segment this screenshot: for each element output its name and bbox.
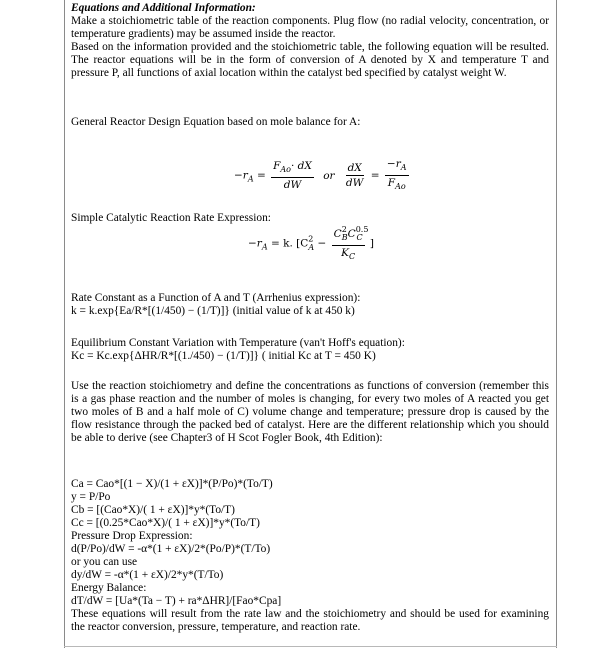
arrhenius-label: Rate Constant as a Function of A and T (Arrhenius expression): bbox=[71, 292, 361, 304]
design-equation-label: General Reactor Design Equation based on mole balance for A: bbox=[71, 116, 361, 128]
design-or: or bbox=[323, 169, 335, 182]
eq-y: y = P/Po bbox=[71, 491, 111, 503]
design-fraction-1: $\frac{F_{Ao}\cdot dX}{dW}$ bbox=[273, 160, 312, 191]
design-fraction-3: $\frac{-r_A}{F_{Ao}}$ bbox=[386, 158, 407, 191]
design-equals-2: = bbox=[370, 169, 380, 182]
design-lhs-sub: A bbox=[247, 174, 254, 184]
design-fraction-2: $\frac{dX}{dW}$ bbox=[345, 162, 364, 189]
rate-expression-label: Simple Catalytic Reaction Rate Expression: bbox=[71, 212, 271, 224]
eq-dy-dw: dy/dW = -α*(1 + εX)/2*y*(T/To) bbox=[71, 569, 224, 581]
paragraph-concentrations: Use the reaction stoichiometry and define the concentrations as functions of conversion (remember this is a gas phase reaction and the number of moles is changing, for every two moles of A reacted you get two moles of B and a half mole of C) volume change and temperature; pressure drop is caused by the flow resistance through the packed bed of catalyst. Here are the different relationship which you should be able to derive (see Chapter3 of H Scot Fogler Book, 4th Edition): bbox=[71, 380, 549, 444]
derived-equations-list bbox=[71, 478, 549, 608]
paragraph-conclusion: These equations will result from the rate law and the stoichiometry and should be used for examining the reactor conversion, pressure, temperature, and reaction rate. bbox=[71, 608, 549, 633]
eq-ca: Ca = Cao*[(1 − X)/(1 + εX)]*(P/Po)*(To/T) bbox=[71, 478, 273, 490]
eq-cb: Cb = [(Cao*X)/( 1 + εX)]*y*(To/T) bbox=[71, 504, 235, 516]
section-heading: Equations and Additional Information: bbox=[71, 2, 256, 14]
vanthoff-label: Equilibrium Constant Variation with Temperature (van't Hoff's equation): bbox=[71, 337, 405, 349]
energy-balance-heading: Energy Balance: bbox=[71, 582, 147, 594]
eq-cc: Cc = [(0.25*Cao*X)/( 1 + εX)]*y*(To/T) bbox=[71, 517, 260, 529]
right-margin-border bbox=[556, 0, 557, 648]
rate-fraction: $\frac{C^2_BC^{0.5}_C}{K_C}$ bbox=[333, 225, 369, 261]
vanthoff-equation: Kc = Kc.exp{ΔHR/R*[(1./450) − (1/T)]} ( initial Kc at T = 450 K) bbox=[71, 350, 376, 362]
rate-equation: $-r_A = k$. [$C^2_A$ − $\frac{C^2_BC^{0.5}_C}{K_C}$ ] bbox=[248, 225, 375, 261]
eq-energy-balance: dT/dW = [Ua*(Ta − T) + ra*ΔHR]/[Fao*Cpa] bbox=[71, 595, 282, 607]
design-lhs: −r bbox=[234, 169, 248, 182]
paragraph-reactor-equations: Based on the information provided and the stoichiometric table, the following equation will be resulted. The reactor equations will be in the form of conversion of A denoted by X and temperature T and pressure P, all functions of axial location within the catalyst bed specified by catalyst weight W. bbox=[71, 41, 549, 79]
paragraph-stoichiometric-table: Make a stoichiometric table of the reaction components. Plug flow (no radial velocity, concentration, or temperature gradients) may be assumed inside the reactor. bbox=[71, 15, 549, 40]
page-bottom-border bbox=[64, 646, 557, 647]
or-you-can-use: or you can use bbox=[71, 556, 138, 568]
arrhenius-equation: k = k.exp{Ea/R*[(1/450) − (1/T)]} (initial value of k at 450 k) bbox=[71, 305, 355, 317]
design-equals: = bbox=[256, 169, 266, 182]
design-equation bbox=[234, 158, 411, 193]
eq-pressure-drop: d(P/Po)/dW = -α*(1 + εX)/2*(Po/P)*(T/To) bbox=[71, 543, 271, 555]
pressure-drop-heading: Pressure Drop Expression: bbox=[71, 530, 193, 542]
left-margin-border bbox=[64, 0, 65, 648]
